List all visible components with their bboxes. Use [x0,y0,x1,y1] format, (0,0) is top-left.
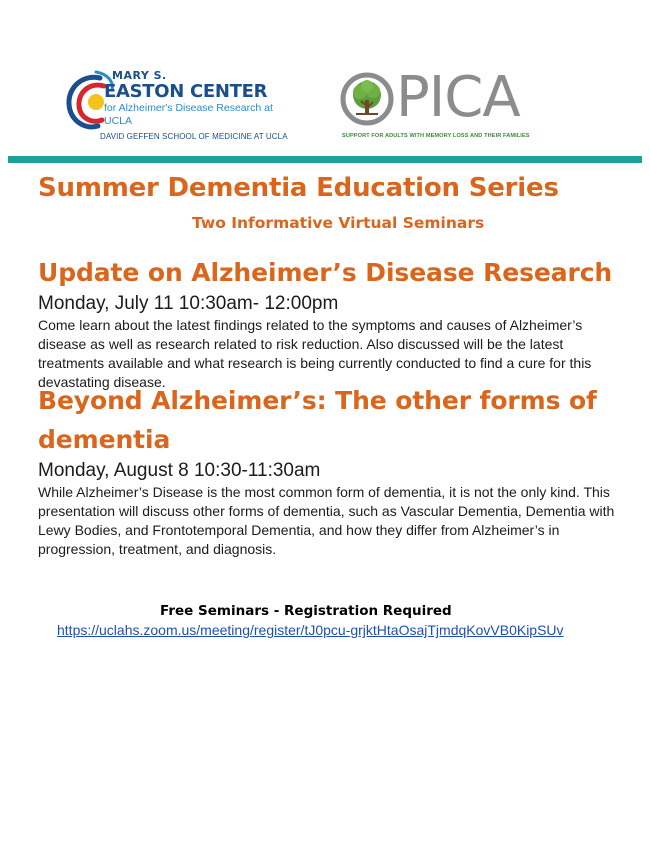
easton-center-logo [60,68,290,152]
easton-logo-line3: for Alzheimer's Disease Research at UCLA [104,102,273,127]
easton-logo-line2: EASTON CENTER [104,81,268,102]
seminar-1-description: Come learn about the latest findings related to the symptoms and causes of Alzheimer’s disease as well as research related to risk reduction. Also discussed will be the latest treatments available and what research is being currently conducted to find a cure for this devastating disease. [38,317,592,390]
opica-wordmark: PICA [396,65,520,130]
easton-logo-line1: MARY S. [112,69,167,82]
series-title: Summer Dementia Education Series [38,173,559,203]
registration-label: Free Seminars - Registration Required [160,603,452,619]
seminar-2 [38,381,618,559]
series-subtitle: Two Informative Virtual Seminars [192,214,485,232]
seminar-1 [38,253,618,392]
registration-link[interactable]: https://uclahs.zoom.us/meeting/register/tJ0pcu-grjktHtaOsajTjmdqKovVB0KipSUv [57,622,564,638]
opica-tree-icon [340,72,394,126]
header-divider [8,156,642,163]
seminar-2-title: Beyond Alzheimer’s: The other forms of dementia [38,386,597,454]
easton-logo-line4: DAVID GEFFEN SCHOOL OF MEDICINE AT UCLA [100,132,288,141]
seminar-2-description: While Alzheimer’s Disease is the most common form of dementia, it is not the only kind. This presentation will discuss other forms of dementia, such as Vascular Dementia, Dementia with Lewy Bodies, and Frontotemporal Dementia, and how they differ from Alzheimer’s in progression, treatment, and diagnosis. [38,484,615,557]
seminar-2-date: Monday, August 8 10:30-11:30am [38,460,321,481]
seminar-1-date: Monday, July 11 10:30am- 12:00pm [38,293,339,314]
seminar-1-title: Update on Alzheimer’s Disease Research [38,258,613,287]
opica-tagline: SUPPORT FOR ADULTS WITH MEMORY LOSS AND THEIR FAMILIES [342,133,530,139]
opica-logo [338,65,548,152]
